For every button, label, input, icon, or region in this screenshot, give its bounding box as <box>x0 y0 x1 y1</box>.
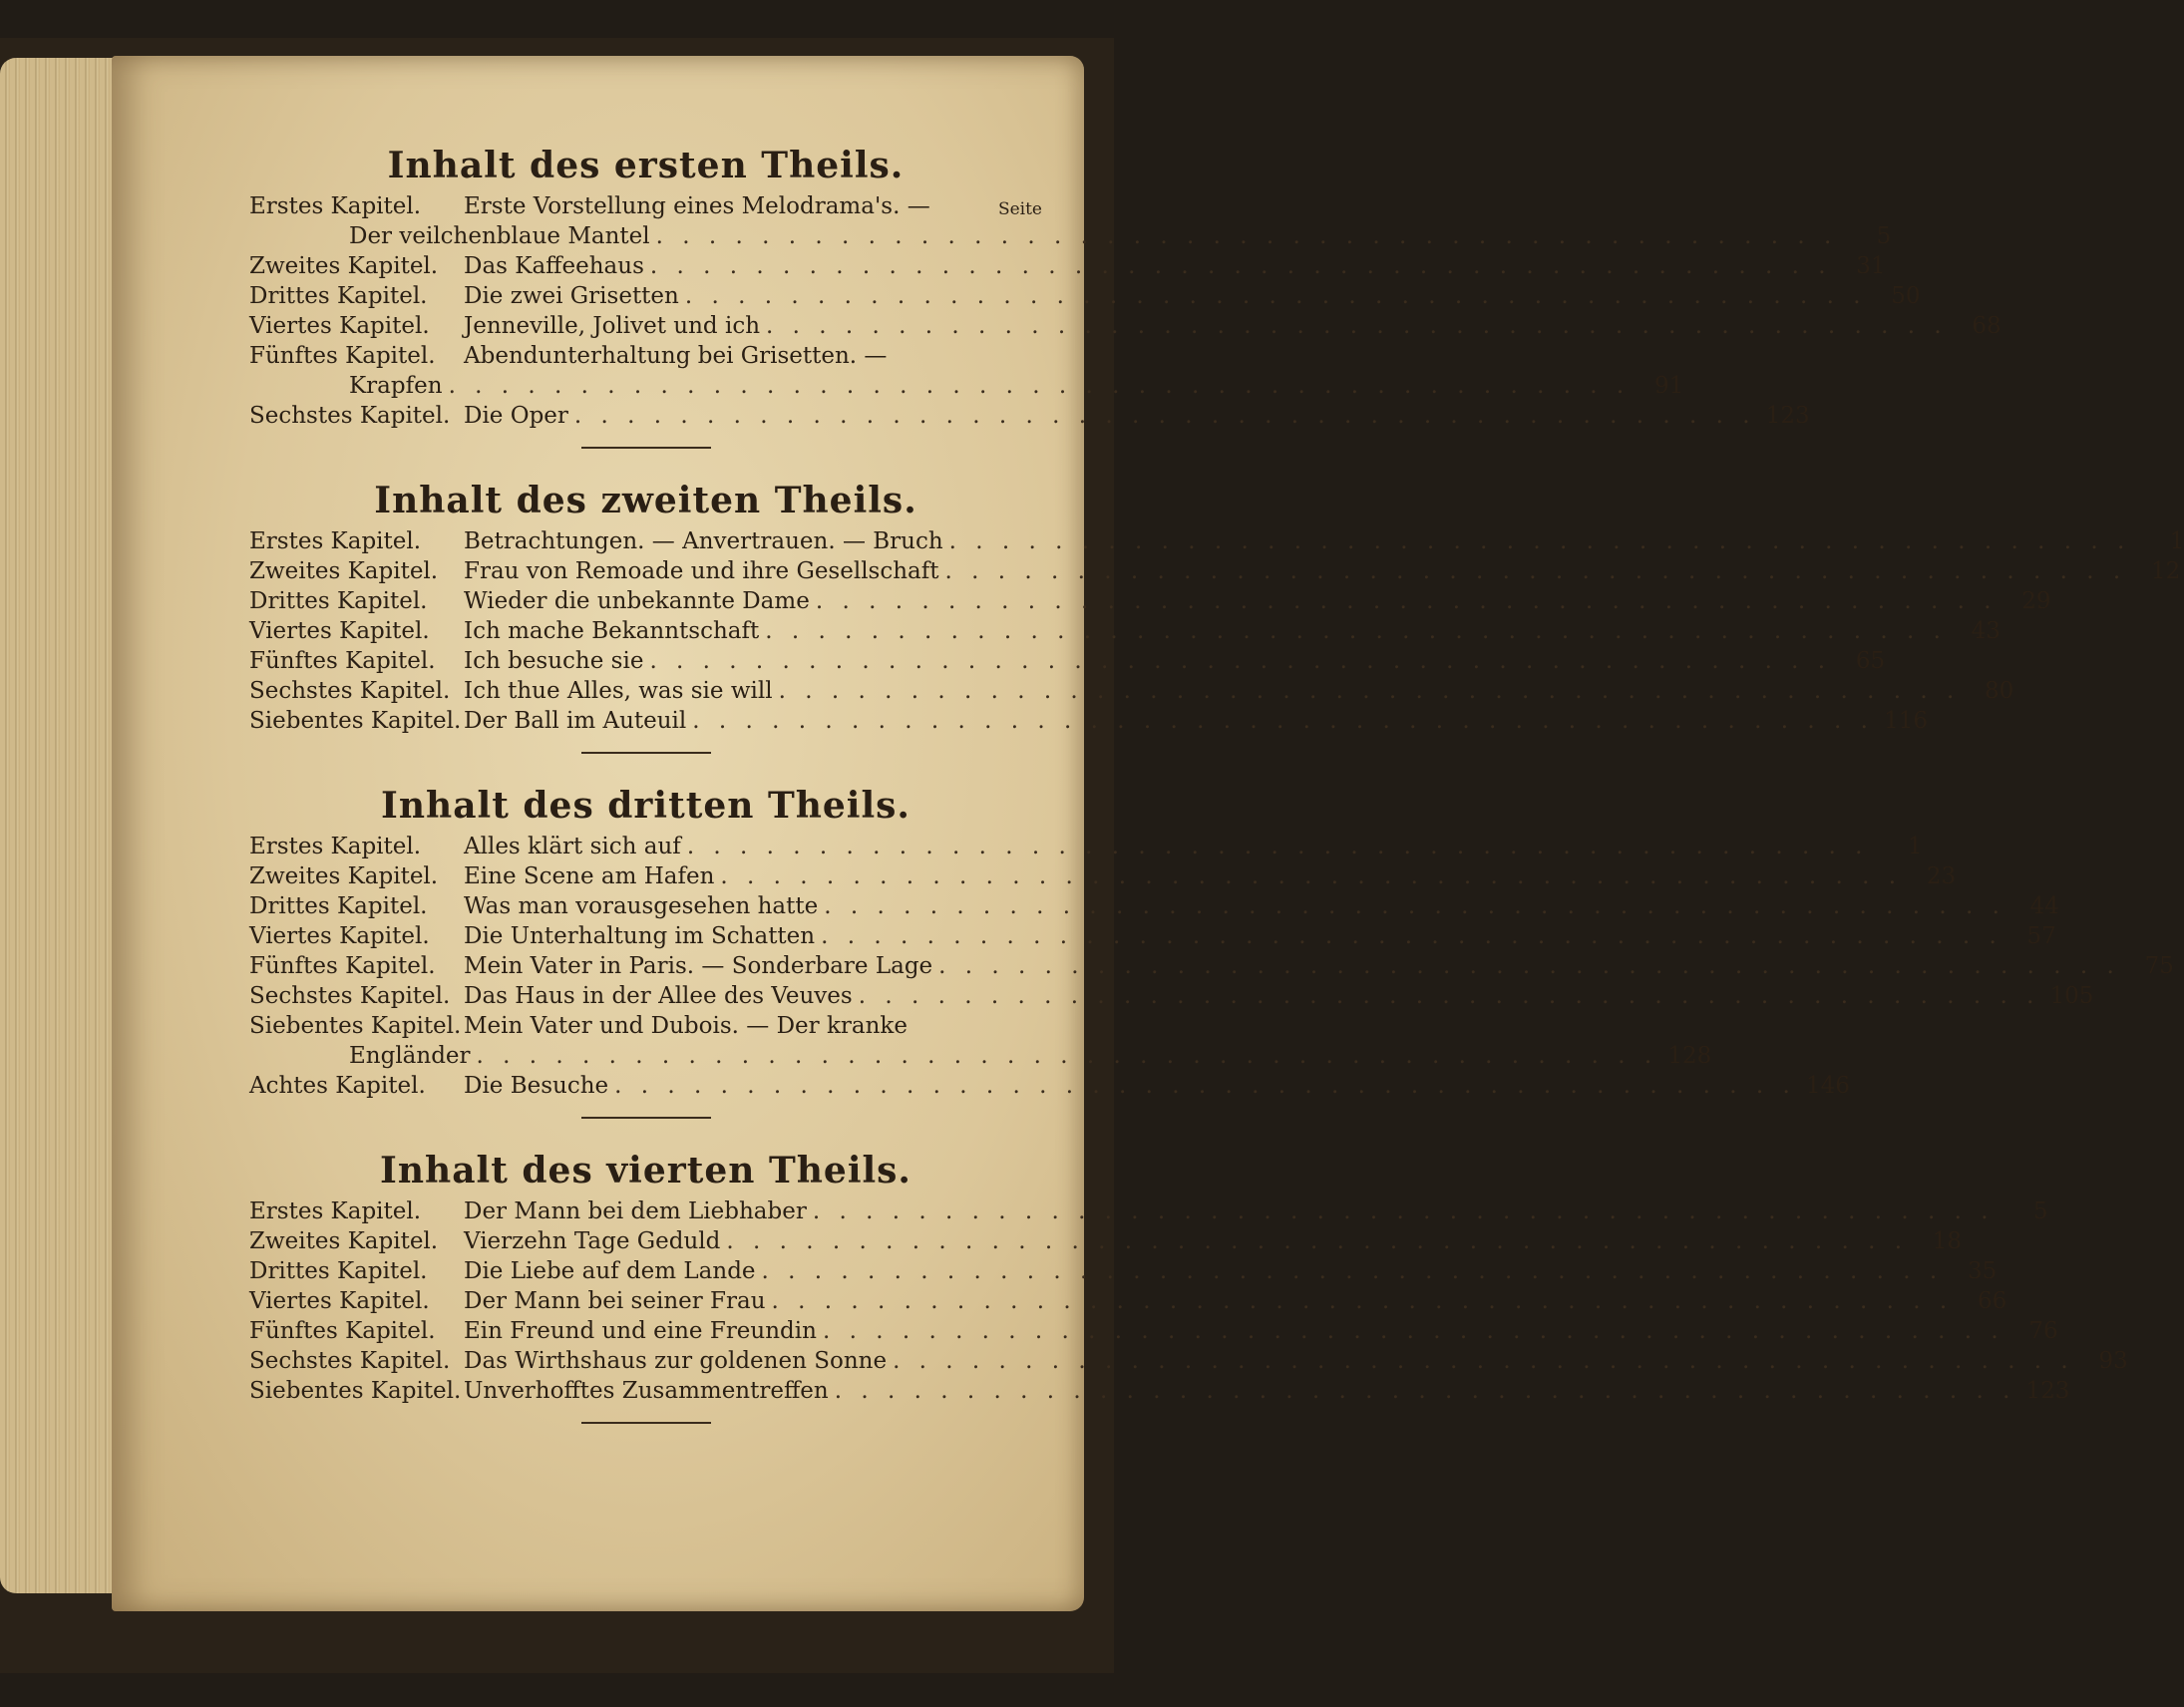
leader-dots <box>449 371 1631 401</box>
chapter-title: Ich besuche sie <box>464 648 644 674</box>
chapter-label: Erstes Kapitel. <box>249 834 422 859</box>
toc-entry <box>249 646 1886 676</box>
leader-dots <box>821 921 2002 951</box>
section-divider <box>581 1422 711 1424</box>
section-divider <box>581 1117 711 1119</box>
chapter-title: Erste Vorstellung eines Melodrama's. — <box>464 193 930 219</box>
chapter-title: Unverhofftes Zusammentreffen <box>464 1378 829 1404</box>
page-number: 75 <box>2144 953 2174 979</box>
chapter-label: Viertes Kapitel. <box>249 313 430 339</box>
page-number: 5 <box>2032 1198 2048 1224</box>
toc-entry <box>249 921 2056 951</box>
leader-dots <box>692 706 1874 736</box>
chapter-label: Zweites Kapitel. <box>249 863 439 889</box>
toc-entry <box>249 401 1810 431</box>
chapter-title: Der Mann bei dem Liebhaber <box>464 1198 807 1224</box>
leader-dots <box>762 1256 1944 1286</box>
page-number: 66 <box>1977 1288 2007 1314</box>
chapter-label: Viertes Kapitel. <box>249 618 430 644</box>
page-number: 50 <box>1891 283 1921 309</box>
toc-entry <box>249 616 2001 646</box>
toc-section-3 <box>249 780 2174 1119</box>
chapter-label: Fünftes Kapitel. <box>249 648 436 674</box>
page-number: 146 <box>1805 1073 1850 1099</box>
page-number: 65 <box>1855 648 1886 674</box>
chapter-label: Drittes Kapitel. <box>249 588 428 614</box>
toc-entry <box>249 1071 1850 1101</box>
chapter-title: Mein Vater in Paris. — Sonderbare Lage <box>464 953 933 979</box>
toc-entry <box>249 891 2059 921</box>
chapter-title: Mein Vater und Dubois. — Der kranke <box>464 1013 908 1039</box>
leader-dots <box>824 891 2005 921</box>
chapter-title-continued: Engländer <box>349 1043 471 1069</box>
leader-dots <box>650 251 1832 281</box>
toc-entry <box>249 526 2184 556</box>
leader-dots <box>649 646 1831 676</box>
chapter-title: Betrachtungen. — Anvertrauen. — Bruch <box>464 528 943 554</box>
chapter-title: Wieder die unbekannte Dame <box>464 588 810 614</box>
leader-dots <box>779 676 1961 706</box>
page-number: 105 <box>2049 983 2094 1009</box>
chapter-title: Die Liebe auf dem Lande <box>464 1258 756 1284</box>
page-number: 57 <box>2026 923 2056 949</box>
leader-dots <box>835 1376 2016 1406</box>
section-title: Inhalt des vierten Theils. <box>380 1150 911 1192</box>
page-number: 93 <box>2098 1348 2128 1374</box>
entry-list <box>249 191 2002 431</box>
leader-dots <box>574 401 1756 431</box>
toc-entry <box>249 1011 1712 1071</box>
chapter-title: Das Haus in der Allee des Veuves <box>464 983 853 1009</box>
page-column-label: Seite <box>997 199 1042 219</box>
toc-section-4 <box>249 1145 2128 1424</box>
toc-entry <box>249 832 1923 861</box>
section-title: Inhalt des ersten Theils. <box>387 145 905 186</box>
leader-dots <box>893 1346 2074 1376</box>
entry-list <box>249 526 2184 736</box>
chapter-label: Drittes Kapitel. <box>249 1258 428 1284</box>
chapter-title: Das Wirthshaus zur goldenen Sonne <box>464 1348 888 1374</box>
toc-entry <box>249 1376 2070 1406</box>
entry-list <box>249 1196 2128 1406</box>
page-number: 44 <box>2029 893 2059 919</box>
table-of-contents <box>249 140 2184 1450</box>
page-number: 76 <box>2028 1318 2058 1344</box>
page-number: 123 <box>2025 1378 2070 1404</box>
chapter-title: Was man vorausgesehen hatte <box>464 893 819 919</box>
toc-entry <box>249 706 1928 736</box>
chapter-label: Fünftes Kapitel. <box>249 343 436 369</box>
page-number: 1 <box>1907 834 1923 859</box>
page-number: 128 <box>1667 1043 1712 1069</box>
leader-dots <box>823 1316 2004 1346</box>
chapter-title-continued: Krapfen <box>349 373 443 399</box>
chapter-label: Zweites Kapitel. <box>249 1228 439 1254</box>
leader-dots <box>813 1196 1995 1226</box>
chapter-label: Sechstes Kapitel. <box>249 983 451 1009</box>
page-number: 116 <box>1884 708 1928 734</box>
leader-dots <box>938 951 2120 981</box>
toc-entry <box>249 861 1957 891</box>
page-number: 80 <box>1985 678 2014 704</box>
leader-dots <box>949 526 2131 556</box>
toc-entry <box>249 341 1684 401</box>
toc-entry <box>249 311 2002 341</box>
toc-entry <box>249 676 2014 706</box>
chapter-label: Erstes Kapitel. <box>249 1198 422 1224</box>
leader-dots <box>726 1226 1908 1256</box>
chapter-label: Erstes Kapitel. <box>249 193 422 219</box>
toc-entry <box>249 191 1892 251</box>
chapter-label: Siebentes Kapitel. <box>249 708 462 734</box>
chapter-title: Eine Scene am Hafen <box>464 863 715 889</box>
page-number: 123 <box>1765 403 1810 429</box>
page-number: 31 <box>1856 253 1886 279</box>
leader-dots <box>477 1041 1658 1071</box>
leader-dots <box>720 861 1902 891</box>
section-title: Inhalt des zweiten Theils. <box>374 480 917 521</box>
chapter-title: Die Besuche <box>464 1073 609 1099</box>
chapter-title: Alles klärt sich auf <box>464 834 681 859</box>
chapter-title: Jenneville, Jolivet und ich <box>464 313 761 339</box>
page-number: 23 <box>1926 863 1957 889</box>
chapter-title: Die Oper <box>464 403 568 429</box>
toc-entry <box>249 981 2094 1011</box>
page-number: 68 <box>1972 313 2002 339</box>
chapter-label: Viertes Kapitel. <box>249 1288 430 1314</box>
chapter-title-continued: Der veilchenblaue Mantel <box>349 223 650 249</box>
toc-entry <box>249 556 2181 586</box>
toc-section-1 <box>249 140 2002 449</box>
chapter-label: Zweites Kapitel. <box>249 558 439 584</box>
toc-section-2 <box>249 475 2184 754</box>
toc-entry <box>249 586 2051 616</box>
chapter-label: Viertes Kapitel. <box>249 923 430 949</box>
leader-dots <box>772 1286 1954 1316</box>
chapter-title: Ich mache Bekanntschaft <box>464 618 760 644</box>
toc-entry <box>249 1196 2048 1226</box>
chapter-title: Vierzehn Tage Geduld <box>464 1228 721 1254</box>
chapter-label: Sechstes Kapitel. <box>249 678 451 704</box>
leader-dots <box>765 616 1947 646</box>
leader-dots <box>766 311 1948 341</box>
chapter-label: Sechstes Kapitel. <box>249 403 451 429</box>
page-number: 29 <box>2021 588 2051 614</box>
chapter-label: Fünftes Kapitel. <box>249 1318 436 1344</box>
leader-dots <box>816 586 1998 616</box>
chapter-label: Achtes Kapitel. <box>249 1073 426 1099</box>
chapter-label: Siebentes Kapitel. <box>249 1378 462 1404</box>
chapter-label: Fünftes Kapitel. <box>249 953 436 979</box>
section-divider <box>581 752 711 754</box>
chapter-label: Drittes Kapitel. <box>249 283 428 309</box>
chapter-title: Der Ball im Auteuil <box>464 708 687 734</box>
leader-dots <box>859 981 2040 1011</box>
chapter-title: Das Kaffeehaus <box>464 253 644 279</box>
toc-entry <box>249 1226 1963 1256</box>
chapter-title: Abendunterhaltung bei Grisetten. — <box>464 343 888 369</box>
entry-list <box>249 832 2174 1101</box>
leader-dots <box>945 556 2127 586</box>
toc-entry <box>249 251 1886 281</box>
toc-entry <box>249 951 2174 981</box>
chapter-label: Drittes Kapitel. <box>249 893 428 919</box>
page-number: 12 <box>2150 558 2181 584</box>
chapter-title: Frau von Remoade und ihre Gesellschaft <box>464 558 939 584</box>
toc-entry <box>249 1316 2058 1346</box>
chapter-label: Zweites Kapitel. <box>249 253 439 279</box>
chapter-label: Sechstes Kapitel. <box>249 1348 451 1374</box>
toc-entry <box>249 1346 2128 1376</box>
chapter-title: Der Mann bei seiner Frau <box>464 1288 766 1314</box>
toc-entry <box>249 1256 1998 1286</box>
chapter-title: Ich thue Alles, was sie will <box>464 678 773 704</box>
page-number: 91 <box>1653 373 1684 399</box>
chapter-label: Siebentes Kapitel. <box>249 1013 462 1039</box>
page-number: 35 <box>1967 1258 1998 1284</box>
page-number: 5 <box>1876 223 1892 249</box>
section-divider <box>581 447 711 449</box>
toc-entry <box>249 1286 2007 1316</box>
chapter-title: Die zwei Grisetten <box>464 283 679 309</box>
leader-dots <box>685 281 1867 311</box>
leader-dots <box>687 832 1869 861</box>
chapter-title: Ein Freund und eine Freundin <box>464 1318 817 1344</box>
toc-entry <box>249 281 1921 311</box>
page-number: 18 <box>1932 1228 1963 1254</box>
leader-dots <box>656 221 1838 251</box>
page-number: 1 <box>2169 528 2184 554</box>
chapter-title: Die Unterhaltung im Schatten <box>464 923 816 949</box>
chapter-label: Erstes Kapitel. <box>249 528 422 554</box>
leader-dots <box>614 1071 1796 1101</box>
section-title: Inhalt des dritten Theils. <box>381 785 910 827</box>
page-number: 43 <box>1971 618 2001 644</box>
